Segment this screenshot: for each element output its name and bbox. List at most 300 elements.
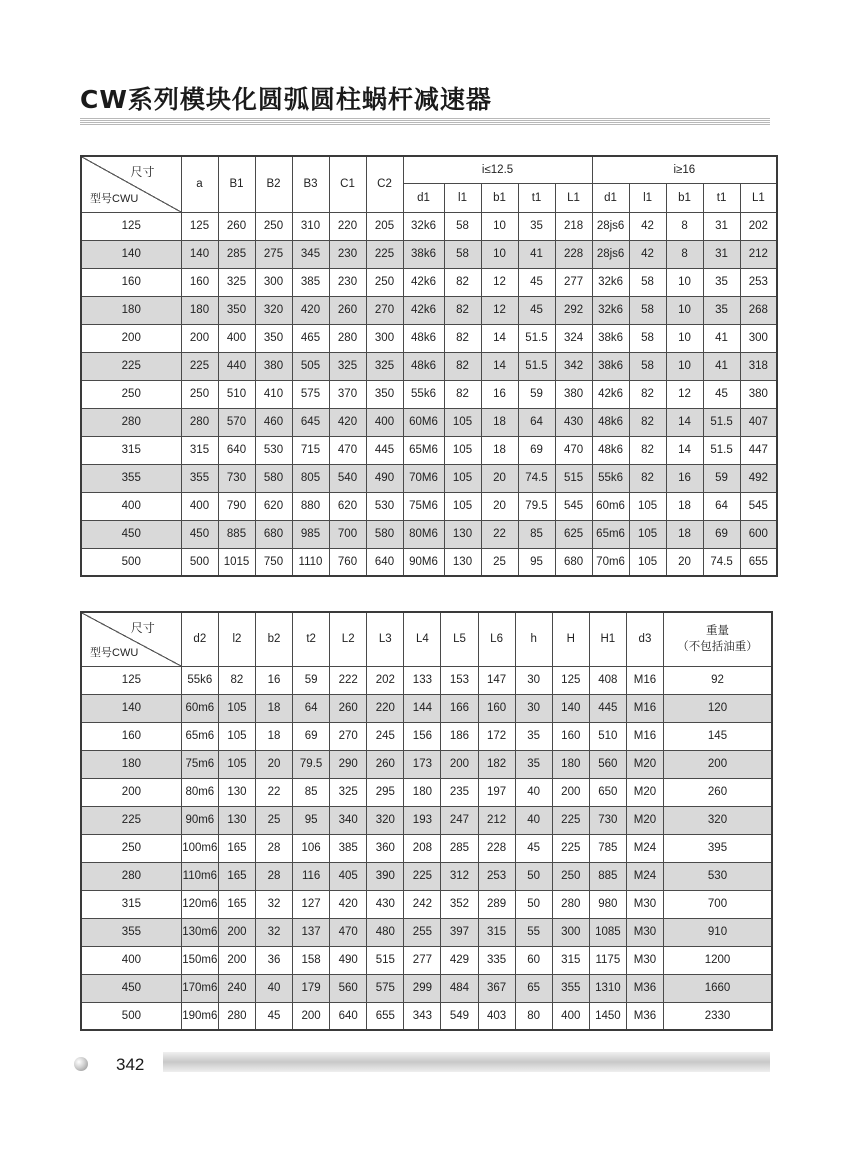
table-cell: M30 bbox=[626, 890, 663, 918]
table-cell: 235 bbox=[441, 778, 478, 806]
model-cell: 250 bbox=[81, 380, 181, 408]
table-cell: 130 bbox=[218, 778, 255, 806]
model-cell: 140 bbox=[81, 240, 181, 268]
table-cell: 420 bbox=[292, 296, 329, 324]
table-cell: 292 bbox=[555, 296, 592, 324]
table-cell: 130 bbox=[444, 520, 481, 548]
table-cell: 32k6 bbox=[403, 212, 444, 240]
table-cell: M30 bbox=[626, 946, 663, 974]
table2-header: L2 bbox=[330, 612, 367, 666]
table-cell: 137 bbox=[293, 918, 330, 946]
table-cell: 79.5 bbox=[518, 492, 555, 520]
table-cell: 515 bbox=[367, 946, 404, 974]
table-cell: 16 bbox=[255, 666, 292, 694]
table-cell: 20 bbox=[481, 492, 518, 520]
table2-corner-model: 型号CWU bbox=[90, 646, 139, 659]
table-cell: 45 bbox=[255, 1002, 292, 1030]
table-cell: 80 bbox=[515, 1002, 552, 1030]
table-cell: 445 bbox=[366, 436, 403, 464]
table2-header: H bbox=[552, 612, 589, 666]
table-cell: M20 bbox=[626, 778, 663, 806]
table-cell: 8 bbox=[666, 240, 703, 268]
table-cell: 785 bbox=[589, 834, 626, 862]
table-cell: 110m6 bbox=[181, 862, 218, 890]
table-cell: 315 bbox=[181, 436, 218, 464]
table1-sub-header: t1 bbox=[518, 183, 555, 212]
table-row bbox=[81, 694, 772, 722]
table-cell: 380 bbox=[740, 380, 777, 408]
table-cell: 32k6 bbox=[592, 296, 629, 324]
weight-header-note: （不包括油重） bbox=[677, 641, 758, 654]
table-cell: 260 bbox=[664, 778, 773, 806]
table1-corner-dimension: 尺寸 bbox=[130, 165, 155, 179]
table1-header-c2: C2 bbox=[366, 156, 403, 212]
table-cell: 320 bbox=[367, 806, 404, 834]
table-cell: 10 bbox=[666, 296, 703, 324]
table-cell: 200 bbox=[218, 946, 255, 974]
table-cell: 145 bbox=[664, 722, 773, 750]
table-cell: 230 bbox=[329, 268, 366, 296]
table-cell: 275 bbox=[255, 240, 292, 268]
table-cell: 200 bbox=[181, 324, 218, 352]
table-cell: 345 bbox=[292, 240, 329, 268]
table-cell: 82 bbox=[444, 352, 481, 380]
table1-corner-header bbox=[81, 156, 181, 212]
table-cell: 575 bbox=[367, 974, 404, 1002]
table-cell: 186 bbox=[441, 722, 478, 750]
table-cell: 140 bbox=[552, 694, 589, 722]
table-cell: 85 bbox=[518, 520, 555, 548]
table-cell: 407 bbox=[740, 408, 777, 436]
table-cell: 250 bbox=[552, 862, 589, 890]
table-cell: 51.5 bbox=[518, 352, 555, 380]
table-cell: 42k6 bbox=[592, 380, 629, 408]
table-row bbox=[81, 324, 777, 352]
table1-header-b2: B2 bbox=[255, 156, 292, 212]
table-cell: 58 bbox=[444, 212, 481, 240]
table-row bbox=[81, 436, 777, 464]
table-cell: 45 bbox=[518, 268, 555, 296]
table-cell: 505 bbox=[292, 352, 329, 380]
table-cell: 35 bbox=[515, 750, 552, 778]
table-row bbox=[81, 750, 772, 778]
table-cell: 700 bbox=[664, 890, 773, 918]
table-cell: 300 bbox=[552, 918, 589, 946]
table-cell: 295 bbox=[367, 778, 404, 806]
table-cell: 255 bbox=[404, 918, 441, 946]
table-cell: 65M6 bbox=[403, 436, 444, 464]
table2-weight-header bbox=[664, 612, 773, 666]
table-cell: 300 bbox=[366, 324, 403, 352]
table-cell: 318 bbox=[740, 352, 777, 380]
table-cell: 310 bbox=[292, 212, 329, 240]
model-cell: 315 bbox=[81, 436, 181, 464]
table-row bbox=[81, 464, 777, 492]
table-cell: 205 bbox=[366, 212, 403, 240]
table-cell: 32k6 bbox=[592, 268, 629, 296]
table-cell: 484 bbox=[441, 974, 478, 1002]
table-cell: 120 bbox=[664, 694, 773, 722]
table1-header-b3: B3 bbox=[292, 156, 329, 212]
table-cell: 105 bbox=[629, 548, 666, 576]
table-cell: 390 bbox=[367, 862, 404, 890]
model-cell: 315 bbox=[81, 890, 181, 918]
model-cell: 125 bbox=[81, 666, 181, 694]
table-cell: 440 bbox=[218, 352, 255, 380]
table-cell: 12 bbox=[481, 296, 518, 324]
table-cell: 58 bbox=[629, 324, 666, 352]
table-cell: 105 bbox=[444, 408, 481, 436]
model-cell: 500 bbox=[81, 1002, 181, 1030]
table-cell: 580 bbox=[366, 520, 403, 548]
table-cell: 360 bbox=[367, 834, 404, 862]
weight-header-label: 重量 bbox=[706, 625, 729, 638]
table-cell: 315 bbox=[478, 918, 515, 946]
table-cell: 100m6 bbox=[181, 834, 218, 862]
table-cell: 408 bbox=[589, 666, 626, 694]
table-cell: 300 bbox=[255, 268, 292, 296]
table-cell: 35 bbox=[518, 212, 555, 240]
table2-header: h bbox=[515, 612, 552, 666]
table-cell: 55k6 bbox=[181, 666, 218, 694]
table-cell: 69 bbox=[293, 722, 330, 750]
table-cell: 42 bbox=[629, 212, 666, 240]
table-cell: 715 bbox=[292, 436, 329, 464]
model-cell: 280 bbox=[81, 408, 181, 436]
table1-header-b1: B1 bbox=[218, 156, 255, 212]
table-cell: 299 bbox=[404, 974, 441, 1002]
table-cell: 470 bbox=[555, 436, 592, 464]
table-cell: 225 bbox=[181, 352, 218, 380]
table-cell: 50 bbox=[515, 890, 552, 918]
table-cell: 158 bbox=[293, 946, 330, 974]
table-cell: M36 bbox=[626, 974, 663, 1002]
page-number: 342 bbox=[116, 1055, 145, 1074]
table-cell: 222 bbox=[330, 666, 367, 694]
table2-header: L3 bbox=[367, 612, 404, 666]
table-cell: 18 bbox=[481, 408, 518, 436]
table-cell: 82 bbox=[444, 268, 481, 296]
table-cell: 325 bbox=[218, 268, 255, 296]
table-cell: 220 bbox=[367, 694, 404, 722]
table-cell: M36 bbox=[626, 1002, 663, 1030]
table-cell: 82 bbox=[629, 380, 666, 408]
table-cell: 289 bbox=[478, 890, 515, 918]
table-cell: 340 bbox=[330, 806, 367, 834]
table-cell: 147 bbox=[478, 666, 515, 694]
table-cell: 208 bbox=[404, 834, 441, 862]
table-row bbox=[81, 666, 772, 694]
table-cell: M24 bbox=[626, 834, 663, 862]
table-cell: 160 bbox=[181, 268, 218, 296]
table-cell: 32 bbox=[255, 890, 292, 918]
table-cell: 420 bbox=[330, 890, 367, 918]
table-cell: 200 bbox=[218, 918, 255, 946]
table-cell: 95 bbox=[518, 548, 555, 576]
table-cell: 620 bbox=[255, 492, 292, 520]
table-row bbox=[81, 834, 772, 862]
table-cell: 48k6 bbox=[403, 352, 444, 380]
model-cell: 140 bbox=[81, 694, 181, 722]
table-cell: 30 bbox=[515, 694, 552, 722]
table-row bbox=[81, 974, 772, 1002]
table-cell: 55k6 bbox=[403, 380, 444, 408]
table-cell: 125 bbox=[552, 666, 589, 694]
table-cell: M30 bbox=[626, 918, 663, 946]
table-cell: 885 bbox=[589, 862, 626, 890]
table-cell: 165 bbox=[218, 862, 255, 890]
table-cell: 620 bbox=[329, 492, 366, 520]
table-cell: 200 bbox=[293, 1002, 330, 1030]
table-cell: 82 bbox=[629, 464, 666, 492]
table-cell: 180 bbox=[404, 778, 441, 806]
table-cell: 12 bbox=[666, 380, 703, 408]
table-cell: 397 bbox=[441, 918, 478, 946]
table-cell: 335 bbox=[478, 946, 515, 974]
table-cell: 127 bbox=[293, 890, 330, 918]
table-cell: 95 bbox=[293, 806, 330, 834]
table-cell: 58 bbox=[629, 268, 666, 296]
table-cell: 325 bbox=[366, 352, 403, 380]
table-cell: 250 bbox=[366, 268, 403, 296]
table-cell: 64 bbox=[703, 492, 740, 520]
model-cell: 200 bbox=[81, 778, 181, 806]
table-cell: 228 bbox=[555, 240, 592, 268]
table-cell: 18 bbox=[666, 520, 703, 548]
table-cell: 260 bbox=[330, 694, 367, 722]
table-cell: 560 bbox=[589, 750, 626, 778]
table-cell: 350 bbox=[366, 380, 403, 408]
table-cell: 515 bbox=[555, 464, 592, 492]
table1-sub-header: d1 bbox=[403, 183, 444, 212]
table2-header: t2 bbox=[293, 612, 330, 666]
table-cell: 285 bbox=[441, 834, 478, 862]
table-cell: 225 bbox=[404, 862, 441, 890]
table-row bbox=[81, 1002, 772, 1030]
table-cell: 700 bbox=[329, 520, 366, 548]
table2-corner-header bbox=[81, 612, 181, 666]
table-cell: 460 bbox=[255, 408, 292, 436]
table-cell: 59 bbox=[703, 464, 740, 492]
table-cell: 218 bbox=[555, 212, 592, 240]
table-cell: 130 bbox=[218, 806, 255, 834]
table-cell: 225 bbox=[552, 806, 589, 834]
table-cell: 92 bbox=[664, 666, 773, 694]
table-cell: 65m6 bbox=[592, 520, 629, 548]
table-cell: 1175 bbox=[589, 946, 626, 974]
table-row bbox=[81, 380, 777, 408]
table-cell: 8 bbox=[666, 212, 703, 240]
table-cell: 325 bbox=[330, 778, 367, 806]
table-cell: 153 bbox=[441, 666, 478, 694]
table-cell: 277 bbox=[555, 268, 592, 296]
table-cell: 250 bbox=[181, 380, 218, 408]
table-cell: 51.5 bbox=[703, 436, 740, 464]
table-cell: 650 bbox=[589, 778, 626, 806]
table-cell: 82 bbox=[629, 408, 666, 436]
table-cell: 549 bbox=[441, 1002, 478, 1030]
table-cell: 405 bbox=[330, 862, 367, 890]
table-cell: 385 bbox=[292, 268, 329, 296]
table-cell: M20 bbox=[626, 750, 663, 778]
model-cell: 355 bbox=[81, 918, 181, 946]
table-cell: 105 bbox=[629, 492, 666, 520]
table-cell: 280 bbox=[218, 1002, 255, 1030]
table-cell: 45 bbox=[518, 296, 555, 324]
table-cell: 324 bbox=[555, 324, 592, 352]
table1-corner-model: 型号CWU bbox=[90, 192, 139, 205]
table-cell: 355 bbox=[552, 974, 589, 1002]
model-cell: 450 bbox=[81, 974, 181, 1002]
table-cell: 79.5 bbox=[293, 750, 330, 778]
table-row bbox=[81, 778, 772, 806]
table-row bbox=[81, 548, 777, 576]
table-cell: 197 bbox=[478, 778, 515, 806]
table-cell: 242 bbox=[404, 890, 441, 918]
table-cell: 38k6 bbox=[403, 240, 444, 268]
table-cell: 28 bbox=[255, 862, 292, 890]
table-cell: 530 bbox=[664, 862, 773, 890]
table2-header: L5 bbox=[441, 612, 478, 666]
table-cell: 18 bbox=[255, 694, 292, 722]
table-cell: 10 bbox=[481, 212, 518, 240]
table-cell: 32 bbox=[255, 918, 292, 946]
table-cell: 429 bbox=[441, 946, 478, 974]
table-cell: 173 bbox=[404, 750, 441, 778]
table-cell: 910 bbox=[664, 918, 773, 946]
table-cell: 285 bbox=[218, 240, 255, 268]
table-cell: 380 bbox=[255, 352, 292, 380]
table-cell: 64 bbox=[518, 408, 555, 436]
table-row bbox=[81, 268, 777, 296]
table-cell: 395 bbox=[664, 834, 773, 862]
table-cell: 75m6 bbox=[181, 750, 218, 778]
table-cell: 41 bbox=[703, 324, 740, 352]
table-cell: 82 bbox=[218, 666, 255, 694]
table-cell: 730 bbox=[589, 806, 626, 834]
table-cell: M20 bbox=[626, 806, 663, 834]
table1-sub-header: t1 bbox=[703, 183, 740, 212]
table-cell: 144 bbox=[404, 694, 441, 722]
table-cell: 58 bbox=[629, 296, 666, 324]
table-cell: 133 bbox=[404, 666, 441, 694]
table-cell: 20 bbox=[481, 464, 518, 492]
table-cell: 1310 bbox=[589, 974, 626, 1002]
table-cell: 1450 bbox=[589, 1002, 626, 1030]
model-cell: 180 bbox=[81, 296, 181, 324]
model-cell: 500 bbox=[81, 548, 181, 576]
table-cell: 82 bbox=[444, 324, 481, 352]
table-cell: 14 bbox=[481, 352, 518, 380]
table-cell: 447 bbox=[740, 436, 777, 464]
table-cell: 165 bbox=[218, 834, 255, 862]
table-cell: 225 bbox=[552, 834, 589, 862]
table-cell: 270 bbox=[330, 722, 367, 750]
model-cell: 450 bbox=[81, 520, 181, 548]
table-cell: 290 bbox=[330, 750, 367, 778]
table-cell: 277 bbox=[404, 946, 441, 974]
table-cell: 490 bbox=[366, 464, 403, 492]
table-cell: 64 bbox=[293, 694, 330, 722]
table-row bbox=[81, 918, 772, 946]
table-cell: 58 bbox=[444, 240, 481, 268]
table-cell: 350 bbox=[218, 296, 255, 324]
table-cell: 470 bbox=[329, 436, 366, 464]
table-cell: 570 bbox=[218, 408, 255, 436]
table-cell: 20 bbox=[255, 750, 292, 778]
table-cell: 38k6 bbox=[592, 324, 629, 352]
table-cell: 65 bbox=[515, 974, 552, 1002]
table-cell: 228 bbox=[478, 834, 515, 862]
table-cell: 35 bbox=[703, 268, 740, 296]
table-cell: 540 bbox=[329, 464, 366, 492]
table1-header-c1: C1 bbox=[329, 156, 366, 212]
table-row bbox=[81, 212, 777, 240]
table-cell: 130 bbox=[444, 548, 481, 576]
table-cell: 42 bbox=[629, 240, 666, 268]
table-cell: 28js6 bbox=[592, 240, 629, 268]
table-cell: 220 bbox=[329, 212, 366, 240]
table-row bbox=[81, 890, 772, 918]
table-cell: 480 bbox=[367, 918, 404, 946]
table-cell: 172 bbox=[478, 722, 515, 750]
table-cell: 28 bbox=[255, 834, 292, 862]
table-cell: 400 bbox=[181, 492, 218, 520]
table-cell: 90m6 bbox=[181, 806, 218, 834]
table-cell: 25 bbox=[481, 548, 518, 576]
table-cell: 18 bbox=[666, 492, 703, 520]
table-cell: 48k6 bbox=[592, 436, 629, 464]
model-cell: 400 bbox=[81, 946, 181, 974]
table-cell: 193 bbox=[404, 806, 441, 834]
table-cell: 182 bbox=[478, 750, 515, 778]
table-cell: 600 bbox=[740, 520, 777, 548]
table-cell: 70M6 bbox=[403, 464, 444, 492]
model-cell: 400 bbox=[81, 492, 181, 520]
table-cell: 38k6 bbox=[592, 352, 629, 380]
table2-header: L6 bbox=[478, 612, 515, 666]
table-cell: 16 bbox=[666, 464, 703, 492]
table-cell: 60m6 bbox=[181, 694, 218, 722]
table-cell: 10 bbox=[666, 352, 703, 380]
table-cell: 156 bbox=[404, 722, 441, 750]
table-cell: 40 bbox=[515, 778, 552, 806]
table-cell: 18 bbox=[481, 436, 518, 464]
table-cell: 342 bbox=[555, 352, 592, 380]
table1-sub-header: b1 bbox=[666, 183, 703, 212]
table-cell: 160 bbox=[552, 722, 589, 750]
table-row bbox=[81, 806, 772, 834]
model-cell: 225 bbox=[81, 806, 181, 834]
table-cell: 880 bbox=[292, 492, 329, 520]
table-row bbox=[81, 722, 772, 750]
table-cell: 18 bbox=[255, 722, 292, 750]
table1-sub-header: L1 bbox=[740, 183, 777, 212]
table-cell: 180 bbox=[181, 296, 218, 324]
table-cell: 80m6 bbox=[181, 778, 218, 806]
table-cell: 380 bbox=[555, 380, 592, 408]
table-cell: 31 bbox=[703, 212, 740, 240]
table-cell: 225 bbox=[366, 240, 403, 268]
table-cell: 2330 bbox=[664, 1002, 773, 1030]
table-cell: 170m6 bbox=[181, 974, 218, 1002]
table-cell: 730 bbox=[218, 464, 255, 492]
table-cell: 35 bbox=[703, 296, 740, 324]
table-cell: 90M6 bbox=[403, 548, 444, 576]
table-cell: 280 bbox=[552, 890, 589, 918]
table-cell: 400 bbox=[218, 324, 255, 352]
table-cell: 545 bbox=[555, 492, 592, 520]
